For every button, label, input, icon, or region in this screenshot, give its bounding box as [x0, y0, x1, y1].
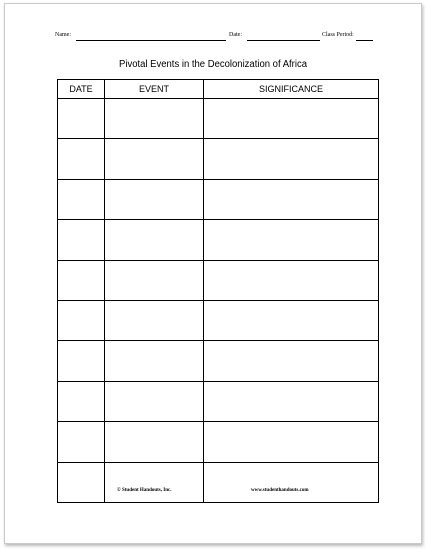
date-cell [58, 260, 105, 300]
date-label: Date: [229, 32, 242, 38]
name-label: Name: [55, 32, 71, 38]
table-row [58, 300, 379, 340]
date-cell [58, 179, 105, 219]
table-row [58, 179, 379, 219]
worksheet-title: Pivotal Events in the Decolonization of Africa [118, 59, 307, 70]
event-cell [105, 300, 204, 340]
event-cell [105, 139, 204, 179]
significance-cell [204, 220, 379, 260]
date-cell [58, 220, 105, 260]
table-row [58, 462, 379, 502]
table-row [58, 99, 379, 139]
event-cell [105, 179, 204, 219]
significance-cell [204, 300, 379, 340]
column-header-event: EVENT [105, 80, 204, 99]
event-cell [105, 462, 204, 502]
table-header-row [58, 80, 379, 99]
table-row [58, 260, 379, 300]
date-cell [58, 300, 105, 340]
events-table [57, 79, 379, 503]
event-cell [105, 220, 204, 260]
event-cell [105, 381, 204, 421]
date-cell [58, 139, 105, 179]
date-blank [247, 40, 320, 41]
significance-cell [204, 260, 379, 300]
date-cell [58, 422, 105, 462]
table-row [58, 341, 379, 381]
significance-cell [204, 422, 379, 462]
event-cell [105, 422, 204, 462]
event-cell [105, 99, 204, 139]
table-row [58, 381, 379, 421]
class-period-label: Class Period: [322, 32, 354, 38]
event-cell [105, 341, 204, 381]
table-row [58, 220, 379, 260]
footer-website: www.studenthandouts.com [251, 488, 309, 493]
student-info-header [5, 32, 421, 44]
date-cell [58, 341, 105, 381]
name-blank [76, 40, 226, 41]
significance-cell [204, 341, 379, 381]
table-row [58, 139, 379, 179]
column-header-significance: SIGNIFICANCE [204, 80, 379, 99]
event-cell [105, 260, 204, 300]
class-period-blank [356, 40, 373, 41]
worksheet-page [4, 3, 422, 544]
table-row [58, 422, 379, 462]
date-cell [58, 381, 105, 421]
significance-cell [204, 99, 379, 139]
significance-cell [204, 462, 379, 502]
significance-cell [204, 139, 379, 179]
footer-copyright: © Student Handouts, Inc. [117, 488, 172, 493]
significance-cell [204, 381, 379, 421]
date-cell [58, 462, 105, 502]
date-cell [58, 99, 105, 139]
significance-cell [204, 179, 379, 219]
column-header-date: DATE [58, 80, 105, 99]
